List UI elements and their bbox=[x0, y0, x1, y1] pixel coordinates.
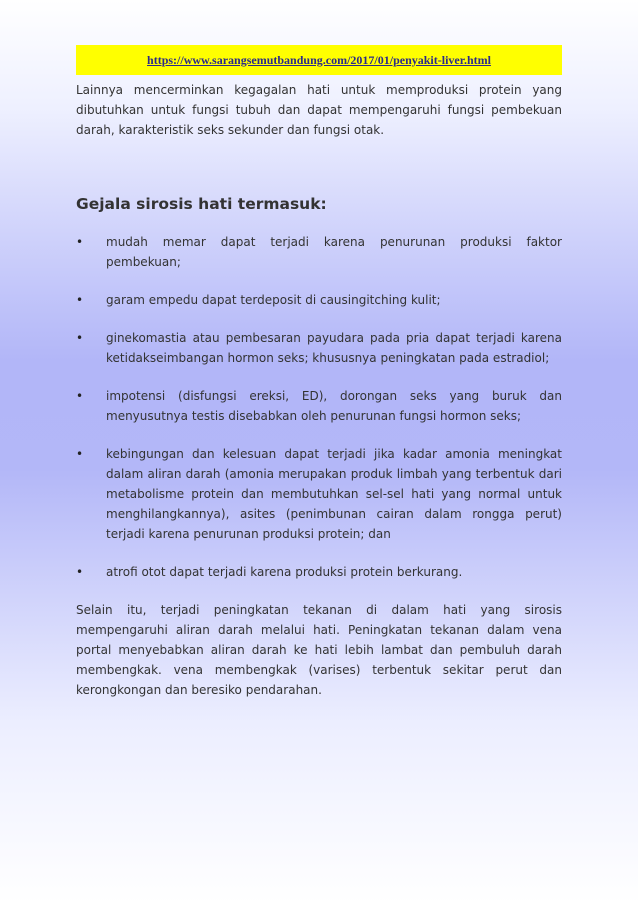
section-heading: Gejala sirosis hati termasuk: bbox=[76, 195, 327, 213]
list-item bbox=[76, 232, 562, 272]
symptom-list bbox=[76, 232, 562, 582]
bullet-icon: • bbox=[76, 565, 84, 579]
list-item bbox=[76, 562, 562, 582]
intro-paragraph: Lainnya mencerminkan kegagalan hati untuk memproduksi protein yang dibutuhkan untuk fungsi tubuh dan dapat mempengaruhi fungsi pembekuan darah, karakteristik seks sekunder dan fungsi otak. bbox=[76, 83, 562, 137]
list-item-text: mudah memar dapat terjadi karena penurunan produksi faktor pembekuan; bbox=[106, 235, 562, 269]
list-item bbox=[76, 290, 562, 310]
document-body bbox=[76, 80, 562, 700]
list-item bbox=[76, 328, 562, 368]
list-item-text: impotensi (disfungsi ereksi, ED), dorongan seks yang buruk dan menyusutnya testis disebabkan oleh penurunan fungsi hormon seks; bbox=[106, 389, 562, 423]
list-item-text: kebingungan dan kelesuan dapat terjadi jika kadar amonia meningkat dalam aliran darah (amonia merupakan produk limbah yang terbentuk dari metabolisme protein dan membutuhkan sel-sel hati yang normal untuk menghilangkannya), asites (penimbunan cairan dalam rongga perut) terjadi karena penurunan produksi protein; dan bbox=[106, 447, 562, 541]
list-item-text: atrofi otot dapat terjadi karena produksi protein berkurang. bbox=[106, 565, 463, 579]
bullet-icon: • bbox=[76, 293, 84, 307]
bullet-icon: • bbox=[76, 235, 84, 249]
list-item bbox=[76, 386, 562, 426]
bullet-icon: • bbox=[76, 389, 84, 403]
source-url-link[interactable]: https://www.sarangsemutbandung.com/2017/01/penyakit-liver.html bbox=[147, 52, 491, 67]
list-item-text: garam empedu dapat terdeposit di causingitching kulit; bbox=[106, 293, 441, 307]
list-item-text: ginekomastia atau pembesaran payudara pada pria dapat terjadi karena ketidakseimbangan hormon seks; khususnya peningkatan pada estradiol; bbox=[106, 331, 562, 365]
bullet-icon: • bbox=[76, 331, 84, 345]
bullet-icon: • bbox=[76, 447, 84, 461]
list-item bbox=[76, 444, 562, 544]
closing-paragraph: Selain itu, terjadi peningkatan tekanan di dalam hati yang sirosis mempengaruhi aliran darah melalui hati. Peningkatan tekanan dalam vena portal menyebabkan aliran darah ke hati lebih lambat dan pembuluh darah membengkak. vena membengkak (varises) terbentuk sekitar perut dan kerongkongan dan beresiko pendarahan. bbox=[76, 603, 562, 697]
url-banner bbox=[76, 45, 562, 75]
